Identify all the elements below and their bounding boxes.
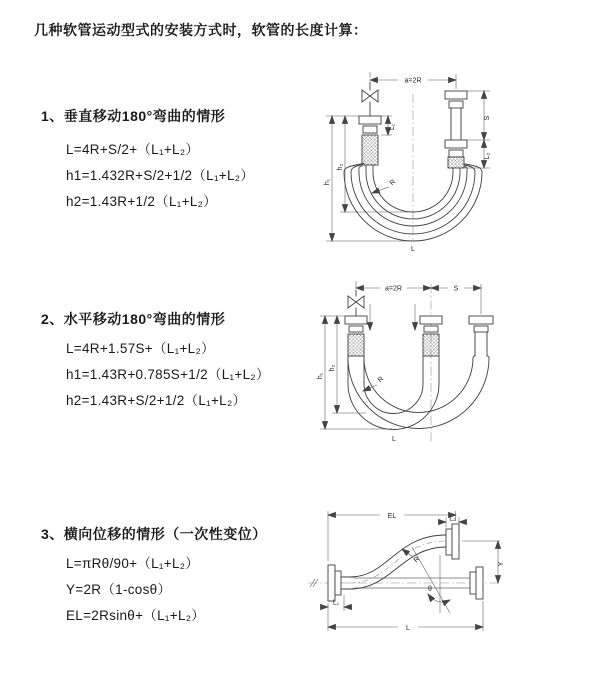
dimension-a2r	[356, 281, 481, 314]
dim-label-el: EL	[387, 513, 397, 520]
dimension-s-stroke	[464, 91, 491, 168]
dimension-l-total	[328, 601, 483, 632]
dim-label-l-total: L	[411, 246, 415, 253]
valve-symbol	[348, 290, 364, 316]
dim-label-a2r: a=2R	[404, 77, 422, 85]
dim-label-l-total: L	[392, 436, 396, 443]
dimension-s-stroke	[431, 286, 481, 293]
dim-label-h2: h₂	[337, 163, 344, 171]
diagram-lateral-displacement	[300, 503, 600, 645]
section-1-formula-L: L=4R+S/2+（L₁+L₂）	[66, 142, 200, 157]
section-1-heading: 1、垂直移动180°弯曲的情形	[41, 108, 226, 124]
section-3-formula-EL: EL=2Rsinθ+（L₁+L₂）	[66, 608, 206, 623]
dim-label-r: R	[388, 178, 398, 188]
diagram-vertical-180-bend	[312, 66, 592, 258]
section-2-formula-h2: h2=1.43R+S/2+1/2（L₁+L₂）	[66, 393, 247, 408]
section-2-formula-L: L=4R+1.57S+（L₁+L₂）	[66, 341, 215, 356]
section-1-formula-h1: h1=1.432R+S/2+1/2（L₁+L₂）	[66, 168, 255, 183]
dimension-el	[328, 511, 456, 561]
dim-label-s: S	[453, 285, 459, 293]
right-riser-fitting	[445, 91, 467, 168]
section-3-formula-L: L=πRθ/90+（L₁+L₂）	[66, 556, 200, 571]
diagram-horizontal-180-bend	[308, 276, 600, 458]
radius-callout	[363, 376, 385, 391]
dim-label-l2: L₂	[449, 515, 456, 523]
displaced-flange-fitting	[446, 524, 459, 559]
section-2-formula-h1: h1=1.43R+0.785S+1/2（L₁+L₂）	[66, 367, 270, 382]
middle-riser-fitting	[420, 316, 442, 356]
hose-position-1	[348, 356, 439, 430]
dim-label-s: S	[484, 115, 491, 121]
dimension-l1	[320, 595, 352, 611]
dim-label-r: R	[412, 555, 422, 565]
valve-symbol	[362, 82, 378, 116]
dimension-y	[462, 541, 505, 583]
dim-label-y: Y	[498, 561, 505, 567]
dim-label-l1: L₁	[389, 123, 396, 131]
left-riser-fitting	[359, 116, 381, 165]
page-title: 几种软管运动型式的安装方式时，软管的长度计算：	[34, 22, 368, 38]
fitting-tick-marks	[370, 304, 415, 330]
dim-label-h1: h₁	[317, 372, 324, 380]
section-2-heading: 2、水平移动180°弯曲的情形	[41, 311, 226, 327]
dimension-h1	[317, 316, 392, 429]
dim-label-h2: h₂	[329, 364, 336, 372]
dim-label-a2r: a=2R	[385, 285, 402, 293]
dim-label-h1: h₁	[324, 178, 331, 186]
dim-label-theta: θ	[428, 586, 432, 593]
dim-label-l1: L₁	[332, 599, 340, 607]
hose-position-2	[348, 356, 489, 429]
dimension-a2r	[370, 72, 456, 89]
section-3-formula-Y: Y=2R（1-cosθ）	[66, 582, 172, 597]
dim-label-r: R	[376, 375, 386, 385]
section-1-formula-h2: h2=1.43R+1/2（L₁+L₂）	[66, 194, 217, 209]
dim-label-l2: L₂	[484, 152, 491, 160]
left-riser-fitting	[345, 316, 367, 356]
section-3-heading: 3、横向位移的情形（一次性变位）	[41, 526, 267, 542]
right-riser-fitting	[469, 316, 493, 356]
dim-label-l: L	[406, 625, 410, 632]
dimension-l1-fitting	[381, 116, 396, 135]
